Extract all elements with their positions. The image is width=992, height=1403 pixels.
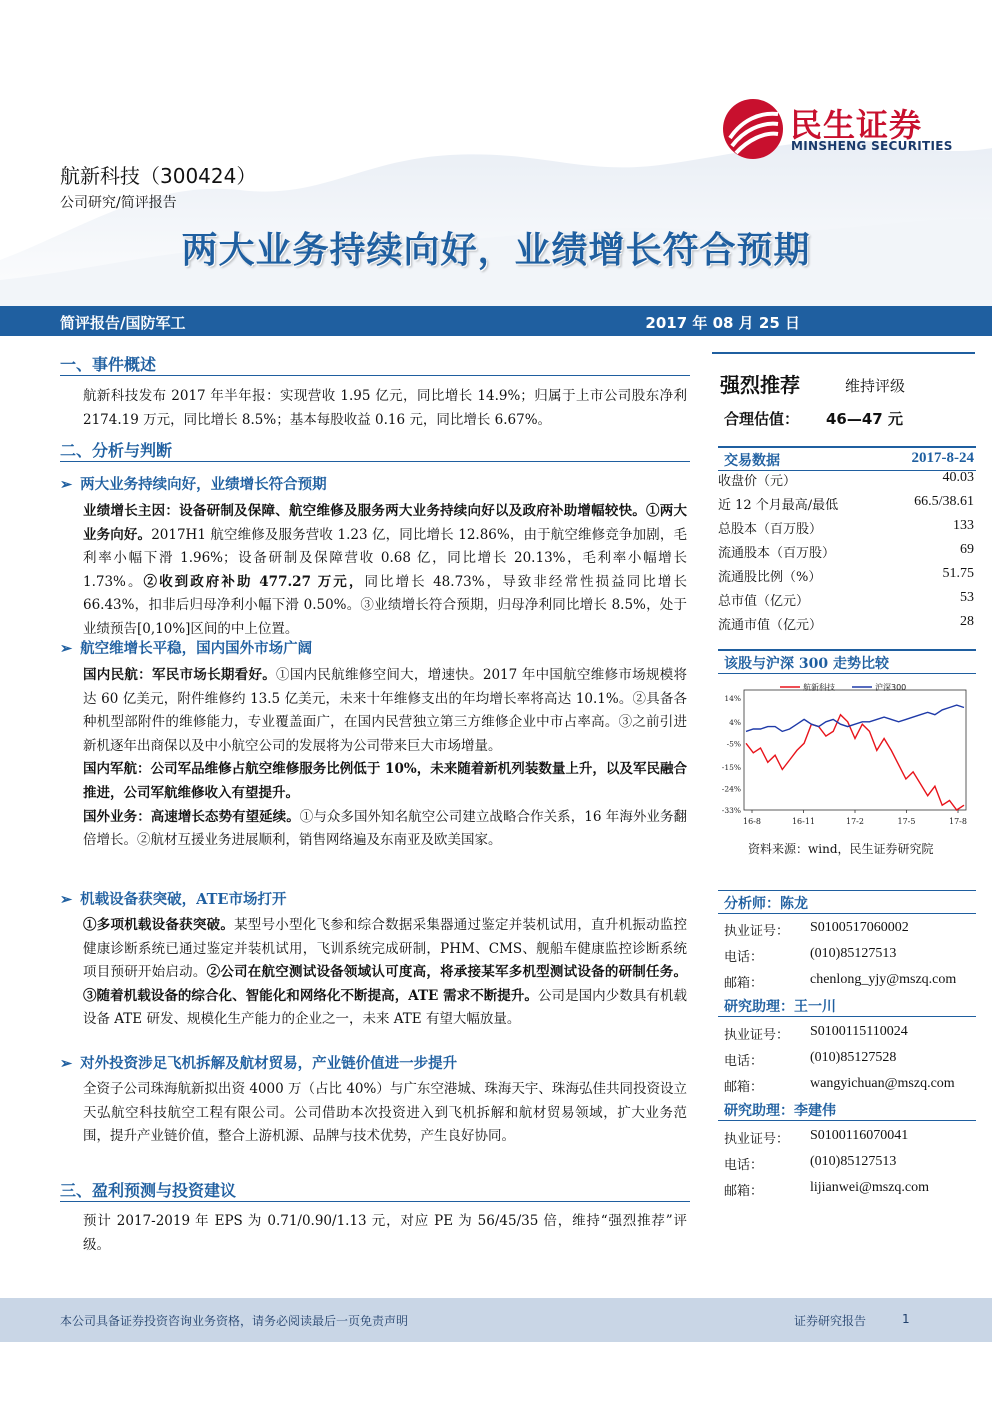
trading-value: 69 xyxy=(960,542,974,557)
subsection-title xyxy=(60,473,327,494)
trading-row xyxy=(718,590,974,614)
trading-value: 28 xyxy=(960,614,974,629)
section-title-event: 一、事件概述 xyxy=(60,355,157,374)
body-text: 某型号小型化飞参和综合数据采集器通过鉴定并装机试用，直升机振动监控健康诊断系统已通过鉴定并装机试用，飞训系统完成研制，PHM、CMS、舰船车健康监控诊断系统项目预研开始启动。 xyxy=(83,917,688,981)
arrow-icon: ➢ xyxy=(60,891,73,908)
contact-key: 执业证号： xyxy=(724,1028,790,1043)
y-tick-label: -33% xyxy=(721,806,741,815)
trading-key: 近 12 个月最高/最低 xyxy=(718,498,839,513)
contact-key: 邮箱： xyxy=(724,1184,764,1199)
trading-key: 流通股本（百万股） xyxy=(718,546,836,561)
chart-frame xyxy=(744,690,966,810)
footer-report-label: 证券研究报告 xyxy=(794,1314,867,1328)
body-text: 同比增长 48.73%，导致非经常性损益同比增长 66.43%，扣非后归母净利小幅下滑 0.50%。③业绩增长符合预期，归母净利同比增长 8.5%，处于业绩预告[0,10%]区间的中上位置。 xyxy=(83,573,687,637)
trading-row xyxy=(718,566,974,590)
x-tick-label: 16-8 xyxy=(743,817,761,826)
chart-axes xyxy=(744,690,966,813)
arrow-icon: ➢ xyxy=(60,1055,73,1072)
bold-lead: ②公司在航空测试设备领域认可度高，将承接某军多机型测试设备的研制任务。③随着机载设备的综合化、智能化和网络化不断提高，ATE 需求不断提升。 xyxy=(83,964,687,1004)
y-tick-label: 4% xyxy=(729,717,741,727)
valuation-value: 46—47 元 xyxy=(826,410,903,428)
footer xyxy=(0,1298,992,1342)
section-divider xyxy=(60,461,690,462)
trading-value: 53 xyxy=(960,590,974,605)
subsection-title-text: 对外投资涉足飞机拆解及航材贸易，产业链价值进一步提升 xyxy=(80,1055,458,1072)
trading-value: 51.75 xyxy=(942,566,974,581)
trading-value: 40.03 xyxy=(942,470,974,485)
trading-key: 流通股比例（%） xyxy=(718,570,822,585)
header-bar xyxy=(0,306,992,336)
trading-row xyxy=(718,614,974,638)
chart-title: 该股与沪深 300 走势比较 xyxy=(724,656,889,672)
contact-key: 执业证号： xyxy=(724,924,790,939)
arrow-icon: ➢ xyxy=(60,476,73,493)
body-text: 2017H1 航空维修及服务营收 1.23 亿，同比增长 12.86%，由于航空维修竞争加剧，毛利率小幅下滑 1.96%；设备研制及保障营收 0.68 亿，同比增长 20.13%，毛利率小幅增长 1.73%。 xyxy=(83,526,687,590)
contact-value: (010)85127513 xyxy=(810,1154,897,1169)
bold-lead: 国内民航：军民市场长期看好。 xyxy=(83,667,277,683)
contact-value: S0100116070041 xyxy=(810,1128,909,1143)
trading-key: 收盘价（元） xyxy=(718,474,797,489)
contact-value: (010)85127528 xyxy=(810,1050,897,1065)
contact-key: 邮箱： xyxy=(724,976,764,991)
subsection-title xyxy=(60,637,312,658)
trading-data-date: 2017-8-24 xyxy=(911,450,974,466)
contact-value[interactable]: chenlong_yjy@mszq.com xyxy=(810,972,957,987)
analysis-paragraph-1 xyxy=(83,500,687,642)
body-text: ①国内民航维修空间大，增速快。2017 年中国航空维修市场规模将达 60 亿美元，附件维修约 13.5 亿美元，未来十年维修支出的年均增长率将高达 10.1%。②具备各种机型部附件的维修能力，专业覆盖面广，在国内民营独立第三方维修企业中市占率高。③之前引进新机逐年出商保以及中小航空公司的发展将为公司带来巨大市场增量。 xyxy=(83,667,687,754)
contact-value[interactable]: lijianwei@mszq.com xyxy=(810,1180,930,1195)
contact-key: 执业证号： xyxy=(724,1132,790,1147)
x-tick-label: 17-2 xyxy=(846,817,864,826)
trading-value: 66.5/38.61 xyxy=(914,494,974,509)
y-tick-label: -15% xyxy=(721,763,741,773)
analysis-paragraph-4: 全资子公司珠海航新拟出资 4000 万（占比 40%）与广东空港城、珠海天宇、珠海弘佳共同投资设立天弘航空科技航空工程有限公司。公司借助本次投资进入到飞机拆解和航材贸易领域，扩大业务范围，提升产业链价值，整合上游机源、品牌与技术优势，产生良好协同。 xyxy=(83,1081,687,1145)
contact-key: 电话： xyxy=(724,950,764,965)
contact-key: 邮箱： xyxy=(724,1080,764,1095)
trading-row xyxy=(718,494,974,518)
subsection-title-text: 机载设备获突破，ATE市场打开 xyxy=(80,891,287,908)
report-category: 简评报告/国防军工 xyxy=(60,314,186,332)
x-tick-label: 16-11 xyxy=(791,817,816,826)
chart-series xyxy=(746,705,964,810)
footer-disclaimer: 本公司具备证券投资咨询业务资格，请务必阅读最后一页免责声明 xyxy=(60,1314,409,1328)
y-tick-label: 14% xyxy=(724,694,741,703)
chart-header xyxy=(718,649,976,674)
bold-lead: ①多项机载设备获突破。 xyxy=(83,917,235,933)
analysis-paragraph-3 xyxy=(83,914,687,1032)
analysis-paragraph-2 xyxy=(83,664,687,853)
trading-key: 流通市值（亿元） xyxy=(718,618,823,633)
valuation-label: 合理估值： xyxy=(724,410,800,428)
y-tick-label: -24% xyxy=(721,784,741,794)
contact-value: S0100115110024 xyxy=(810,1024,908,1039)
chart-labels xyxy=(722,682,967,826)
legend-label: 沪深300 xyxy=(875,683,907,692)
subsection-title xyxy=(60,888,286,909)
bold-lead: 国内军航：公司军品维修占航空维修服务比例低于 10%，未来随着新机列装数量上升，以及军民融合推进，公司军航维修收入有望提升。 xyxy=(83,761,687,801)
trading-row xyxy=(718,470,974,494)
chart-source: 资料来源：wind，民生证券研究院 xyxy=(748,842,934,856)
bold-lead: 业绩增长主因：设备研制及保障、航空维修及服务两大业务持续向好以及政府补助增幅较快。①两大业务向好。 xyxy=(83,503,687,543)
subsection-title xyxy=(60,1052,457,1073)
contact-value: (010)85127513 xyxy=(810,946,897,961)
assistant-header xyxy=(718,1098,976,1121)
contact-key: 电话： xyxy=(724,1054,764,1069)
body-text: 公司是国内少数具有机载设备 ATE 研发、规模化生产能力的企业之一，未来 ATE 有望大幅放量。 xyxy=(83,987,687,1028)
trading-key: 总股本（百万股） xyxy=(718,522,823,537)
page-number: 1 xyxy=(902,1312,910,1326)
trading-row xyxy=(718,518,974,542)
report-type: 公司研究/简评报告 xyxy=(60,195,177,211)
rating-label: 强烈推荐 xyxy=(720,373,800,397)
trading-value: 133 xyxy=(953,518,974,533)
trading-data-header xyxy=(718,446,976,471)
section-title-analysis: 二、分析与判断 xyxy=(60,441,173,460)
analyst-name: 分析师：陈龙 xyxy=(724,896,808,912)
contact-value[interactable]: wangyichuan@mszq.com xyxy=(810,1076,955,1091)
rating-maintain: 维持评级 xyxy=(845,377,906,395)
report-date: 2017 年 08 月 25 日 xyxy=(645,314,800,332)
logo-english-text: MINSHENG SECURITIES xyxy=(791,139,953,153)
logo-chinese-text: 民生证券 xyxy=(790,106,923,144)
company-name: 航新科技（300424） xyxy=(60,164,257,188)
contact-value: S0100517060002 xyxy=(810,920,909,935)
event-paragraph: 航新科技发布 2017 年半年报：实现营收 1.95 亿元，同比增长 14.9%；归属于上市公司股东净利 2174.19 万元，同比增长 8.5%；基本每股收益 0.16 元，同比增长 6.67%。 xyxy=(83,388,687,428)
x-tick-label: 17-5 xyxy=(897,817,916,826)
legend-label: 航新科技 xyxy=(803,683,835,692)
rating-divider xyxy=(712,352,975,354)
forecast-paragraph: 预计 2017-2019 年 EPS 为 0.71/0.90/1.13 元，对应 PE 为 56/45/35 倍，维持“强烈推荐”评级。 xyxy=(83,1213,687,1253)
arrow-icon: ➢ xyxy=(60,640,73,657)
subsection-title-text: 航空维增长平稳，国内国外市场广阔 xyxy=(80,640,313,657)
minsheng-logo-icon xyxy=(722,98,784,160)
bold-lead: ②收到政府补助 477.27 万元， xyxy=(143,573,365,590)
analyst-header xyxy=(718,890,976,914)
price-comparison-chart xyxy=(714,676,974,836)
subsection-title-text: 两大业务持续向好，业绩增长符合预期 xyxy=(80,476,327,493)
section-title-forecast: 三、盈利预测与投资建议 xyxy=(60,1181,237,1200)
report-headline: 两大业务持续向好，业绩增长符合预期 xyxy=(181,230,811,271)
y-tick-label: -5% xyxy=(726,739,741,749)
section-divider xyxy=(60,375,690,376)
series-line-1 xyxy=(746,705,964,731)
assistant-name: 研究助理：李建伟 xyxy=(724,1103,836,1119)
assistant-name: 研究助理：王一川 xyxy=(724,999,836,1015)
bold-lead: 国外业务：高速增长态势有望延续。 xyxy=(83,808,300,825)
trading-data-title: 交易数据 xyxy=(724,453,780,469)
assistant-header xyxy=(718,994,976,1017)
trading-row xyxy=(718,542,974,566)
trading-key: 总市值（亿元） xyxy=(718,594,810,609)
body-text: ①与众多国外知名航空公司建立战略合作关系，16 年海外业务翻倍增长。②航材互援业务进展顺利，销售网络遍及东南亚及欧美国家。 xyxy=(83,808,688,849)
section-divider xyxy=(60,1201,690,1202)
x-tick-label: 17-8 xyxy=(949,817,967,826)
contact-key: 电话： xyxy=(724,1158,764,1173)
